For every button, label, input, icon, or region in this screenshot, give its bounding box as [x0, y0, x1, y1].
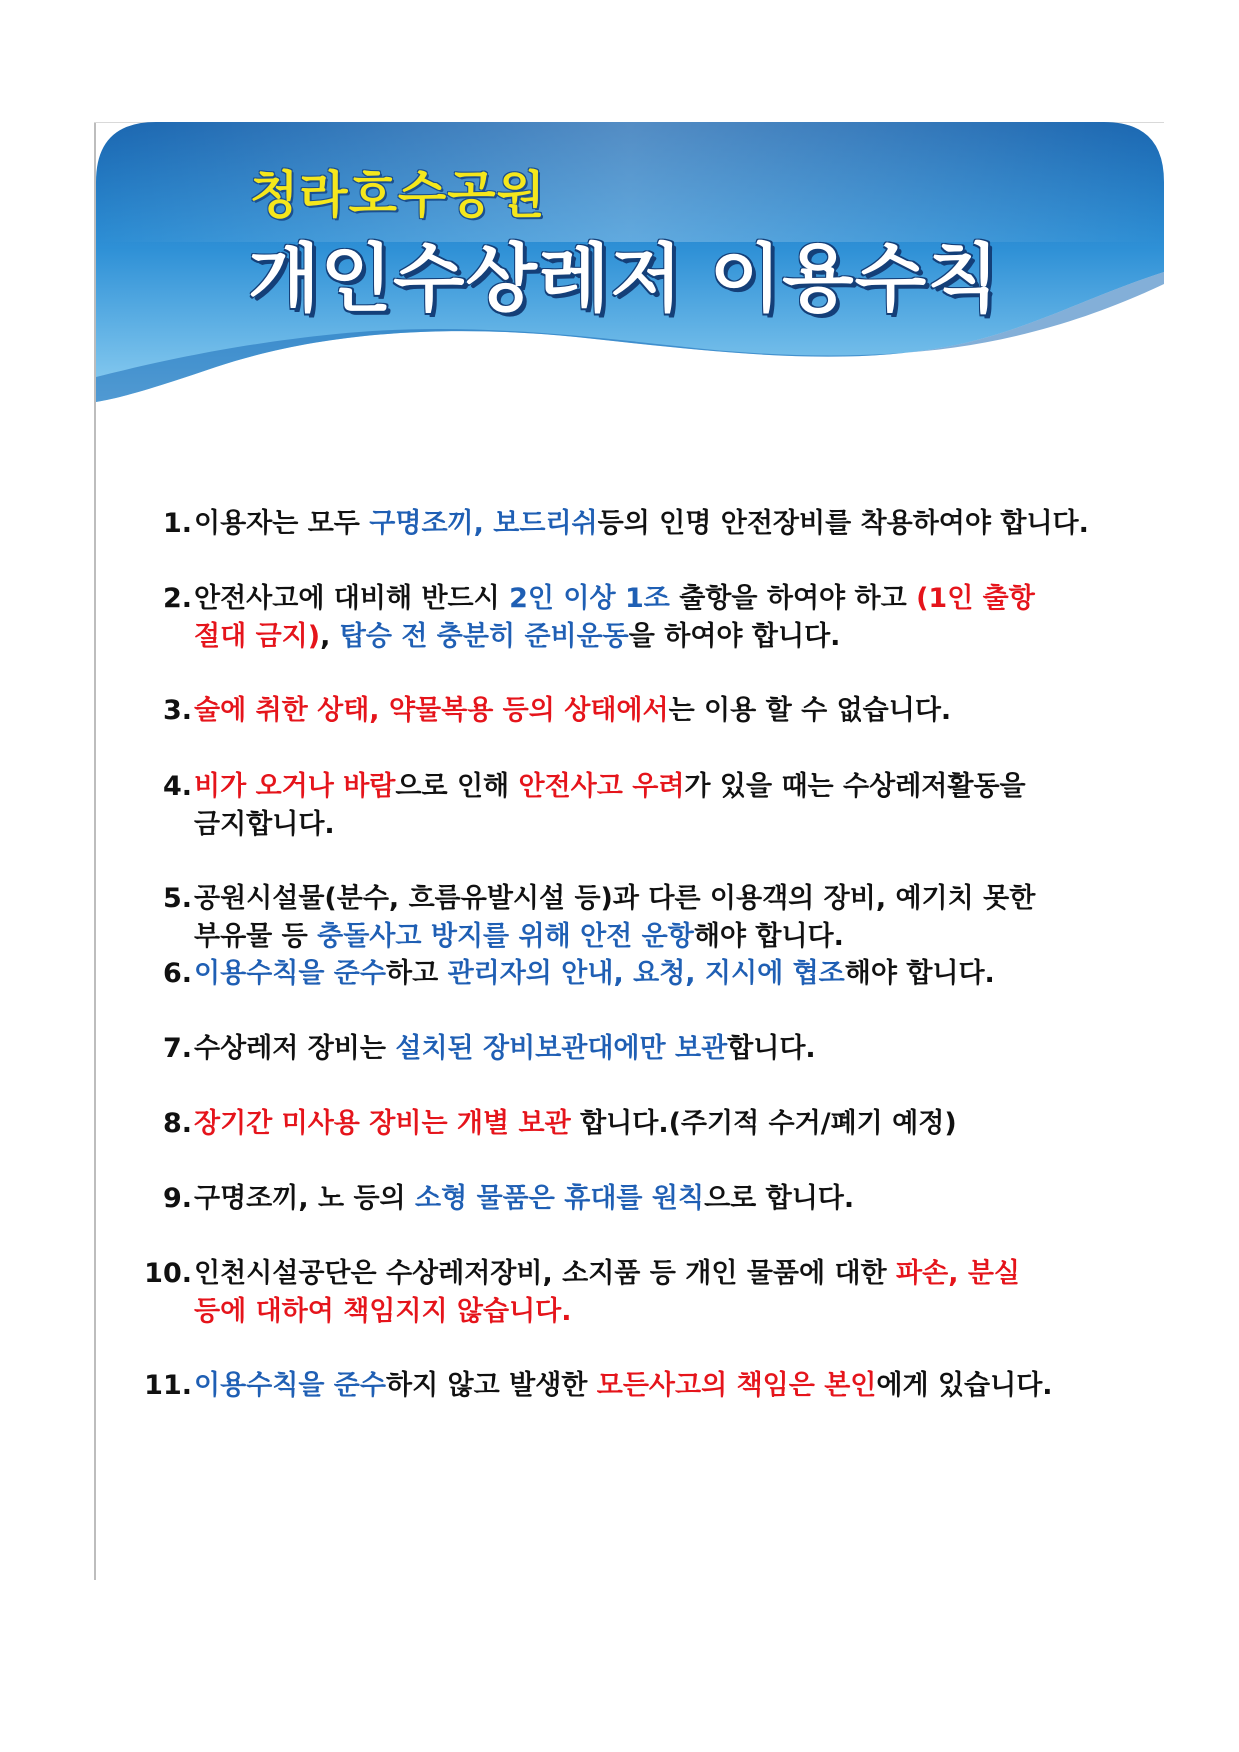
rule-text [194, 505, 1146, 543]
rule-number: 5. [162, 883, 192, 914]
rule-number: 4. [162, 771, 192, 802]
rule-text-segment: 안전사고에 대비해 반드시 [194, 583, 510, 614]
rule-emphasis-segment: (1인 출항 [916, 583, 1035, 614]
rule-number: 9. [162, 1183, 192, 1214]
rule-text-line [194, 918, 1146, 956]
rule-text-line [194, 768, 1146, 806]
rule-text-segment: 금지합니다. [194, 809, 335, 840]
rule-number: 1. [162, 508, 192, 539]
park-name: 청라호수공원 [250, 166, 546, 224]
rule-text [194, 1105, 1146, 1143]
rule-text-segment: 수상레저 장비는 [194, 1033, 396, 1064]
rule-text-line [194, 1255, 1146, 1293]
rule-text-segment: 하고 [385, 958, 448, 989]
rule-number: 10. [144, 1258, 192, 1289]
rule-text [194, 1367, 1146, 1405]
rule-number: 7. [162, 1033, 192, 1064]
rule-text-line [194, 806, 1146, 844]
rule-text-segment: 구명조끼, 노 등의 [194, 1183, 416, 1214]
rule-text-line [194, 1293, 1146, 1331]
rule-text [194, 1030, 1146, 1068]
rule-text-segment: 출항을 하여야 하고 [669, 583, 917, 614]
rule-emphasis-segment: 소형 물품은 휴대를 원칙 [415, 1183, 705, 1214]
rule-emphasis-segment: 2인 이상 1조 [509, 583, 670, 614]
rule-text-segment: 인천시설공단은 수상레저장비, 소지품 등 개인 물품에 대한 [194, 1258, 897, 1289]
rule-text-segment: 해야 합니다. [844, 958, 995, 989]
rule-text-segment: 해야 합니다. [693, 921, 844, 952]
rule-text [194, 880, 1146, 956]
rule-number: 6. [162, 958, 192, 989]
rule-number: 3. [162, 695, 192, 726]
rule-text-segment: 합니다. [727, 1033, 816, 1064]
rule-text-segment: 는 이용 할 수 없습니다. [668, 695, 952, 726]
rule-emphasis-segment: 이용수칙을 준수 [194, 958, 386, 989]
page-title: 개인수상레저 이용수칙 [248, 236, 1000, 322]
rule-text-line [194, 1180, 1146, 1218]
rule-emphasis-segment: 구명조끼, 보드리쉬 [369, 508, 598, 539]
rule-text [194, 768, 1146, 844]
rule-text-line [194, 692, 1146, 730]
rule-text-segment: 에게 있습니다. [876, 1370, 1053, 1401]
rule-text-segment: 등의 인명 안전장비를 착용하여야 합니다. [597, 508, 1089, 539]
rule-text-segment: 공원시설물(분수, 흐름유발시설 등)과 다른 이용객의 장비, 예기치 못한 [194, 883, 1036, 914]
rule-text-segment: 가 있을 때는 수상레저활동을 [684, 771, 1026, 802]
rule-text [194, 1255, 1146, 1331]
rule-text [194, 955, 1146, 993]
rule-emphasis-segment: 관리자의 안내, 요청, 지시에 협조 [447, 958, 845, 989]
rule-emphasis-segment: 안전사고 우려 [518, 771, 685, 802]
rule-text [194, 692, 1146, 730]
rule-text-segment: 하지 않고 발생한 [385, 1370, 597, 1401]
rule-emphasis-segment: 충돌사고 방지를 위해 안전 운항 [317, 921, 694, 952]
rule-emphasis-segment: 비가 오거나 바람 [194, 771, 396, 802]
rule-text-segment: 으로 합니다. [704, 1183, 855, 1214]
rule-number: 2. [162, 583, 192, 614]
rule-text-line [194, 1030, 1146, 1068]
rule-emphasis-segment: 등에 대하여 책임지지 않습니다. [194, 1296, 572, 1327]
rule-emphasis-segment: 모든사고의 책임은 본인 [596, 1370, 877, 1401]
rule-text-segment: 을 하여야 합니다. [628, 621, 841, 652]
rule-text-line [194, 1367, 1146, 1405]
rule-text [194, 580, 1146, 656]
rule-text-segment: 으로 인해 [395, 771, 519, 802]
rule-text-line [194, 580, 1146, 618]
rule-text-segment: 이용자는 모두 [194, 508, 370, 539]
rule-text-segment: 부유물 등 [194, 921, 318, 952]
rule-text-line [194, 1105, 1146, 1143]
rule-number: 8. [162, 1108, 192, 1139]
rule-emphasis-segment: 탑승 전 충분히 준비운동 [339, 621, 629, 652]
rule-text-segment: 합니다.(주기적 수거/폐기 예정) [570, 1108, 957, 1139]
rule-emphasis-segment: 설치된 장비보관대에만 보관 [395, 1033, 728, 1064]
rule-emphasis-segment: 절대 금지) [194, 621, 321, 652]
rule-text-line [194, 880, 1146, 918]
rule-text-line [194, 618, 1146, 656]
rule-text-line [194, 955, 1146, 993]
rule-text-segment: , [320, 621, 340, 652]
rule-text [194, 1180, 1146, 1218]
rule-number: 11. [144, 1370, 192, 1401]
rule-emphasis-segment: 장기간 미사용 장비는 개별 보관 [194, 1108, 571, 1139]
rule-emphasis-segment: 파손, 분실 [896, 1258, 1021, 1289]
rule-emphasis-segment: 이용수칙을 준수 [194, 1370, 386, 1401]
rule-emphasis-segment: 술에 취한 상태, 약물복용 등의 상태에서 [194, 695, 669, 726]
rule-text-line [194, 505, 1146, 543]
